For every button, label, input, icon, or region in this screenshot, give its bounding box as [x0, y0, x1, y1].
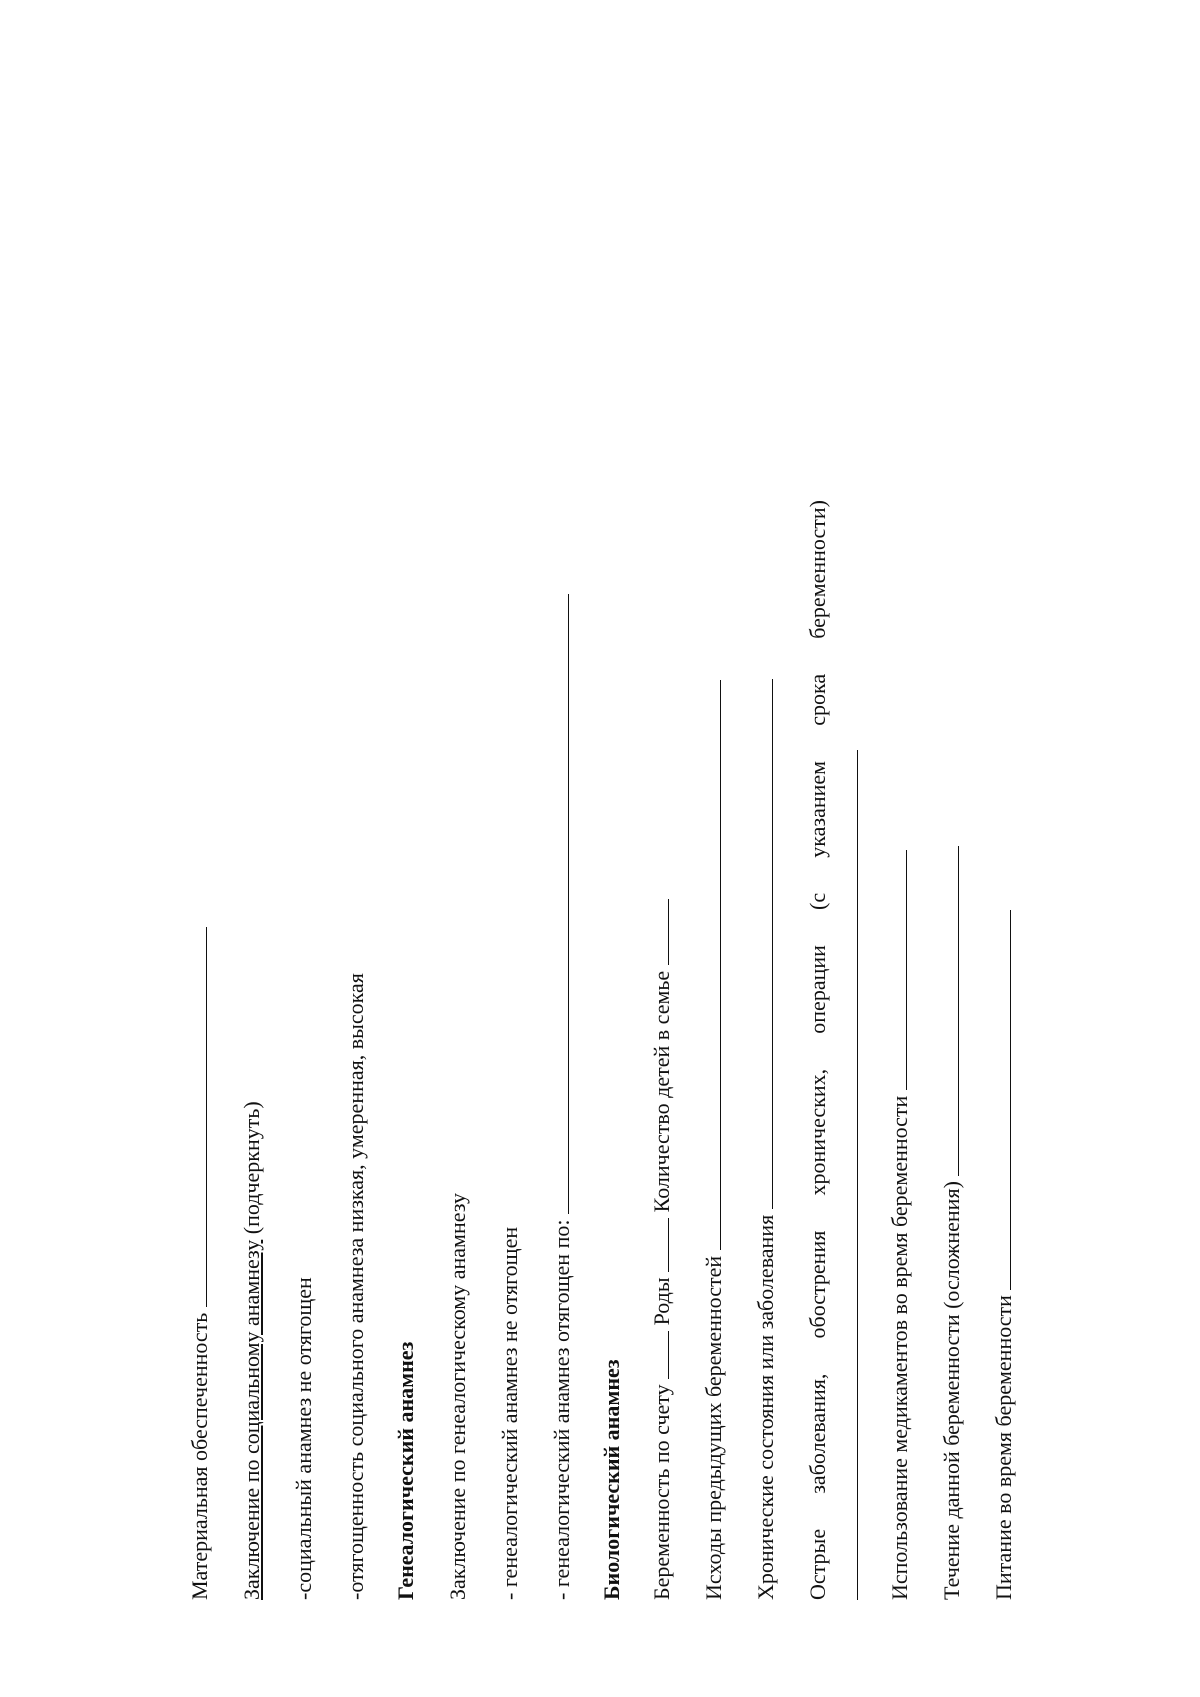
acute-word: заболевания,: [805, 1373, 830, 1494]
social-conclusion-label: Заключение по социальному анамнезу: [239, 1239, 264, 1600]
social-not-burdened-text: -социальный анамнез не отягощен: [291, 1277, 316, 1600]
material-field[interactable]: [188, 927, 207, 1307]
nutrition-row: [991, 910, 1017, 1600]
course-label: Течение данной беременности (осложнения): [939, 1181, 964, 1600]
acute-word: беременности): [805, 500, 830, 639]
rotated-form-page-final: [279, 500, 1039, 1600]
chronic-conditions-label: Хронические состояния или заболевания: [753, 1214, 778, 1600]
acute-word: Острые: [805, 1528, 830, 1600]
genealogical-not-burdened-text: - генеалогический анамнез не отягощен: [497, 1226, 522, 1600]
social-conclusion-note: (подчеркнуть): [239, 1101, 264, 1240]
acute-word: операции: [805, 945, 830, 1034]
nutrition-label: Питание во время беременности: [991, 1295, 1016, 1600]
children-count-label: Количество детей в семье: [649, 970, 674, 1213]
medications-label: Использование медикаментов во время беременности: [887, 1095, 912, 1600]
genealogical-conclusion-label: Заключение по генеалогическому анамнезу: [445, 1193, 470, 1600]
genealogical-heading: Генеалогический анамнез: [393, 1341, 418, 1600]
births-label: Роды: [649, 1277, 674, 1326]
acute-word: обострения: [805, 1230, 830, 1339]
acute-word: срока: [805, 673, 830, 726]
pregnancy-number-label: Беременность по счету: [649, 1384, 674, 1600]
previous-outcomes-label: Исходы предыдущих беременностей: [701, 1255, 726, 1600]
acute-word: (с: [805, 892, 830, 910]
material-label: Материальная обеспеченность: [187, 1312, 212, 1600]
genealogical-burdened-label: - генеалогический анамнез отягощен по:: [549, 1219, 574, 1600]
acute-word: хронических,: [805, 1068, 830, 1196]
acute-word: указанием: [805, 760, 830, 858]
biological-heading: Биологический анамнез: [599, 1359, 624, 1600]
material-row: [187, 927, 213, 1600]
nutrition-field[interactable]: [992, 910, 1011, 1290]
social-burden-levels-text: -отягощенность социального анамнеза низкая, умеренная, высокая: [343, 973, 368, 1600]
